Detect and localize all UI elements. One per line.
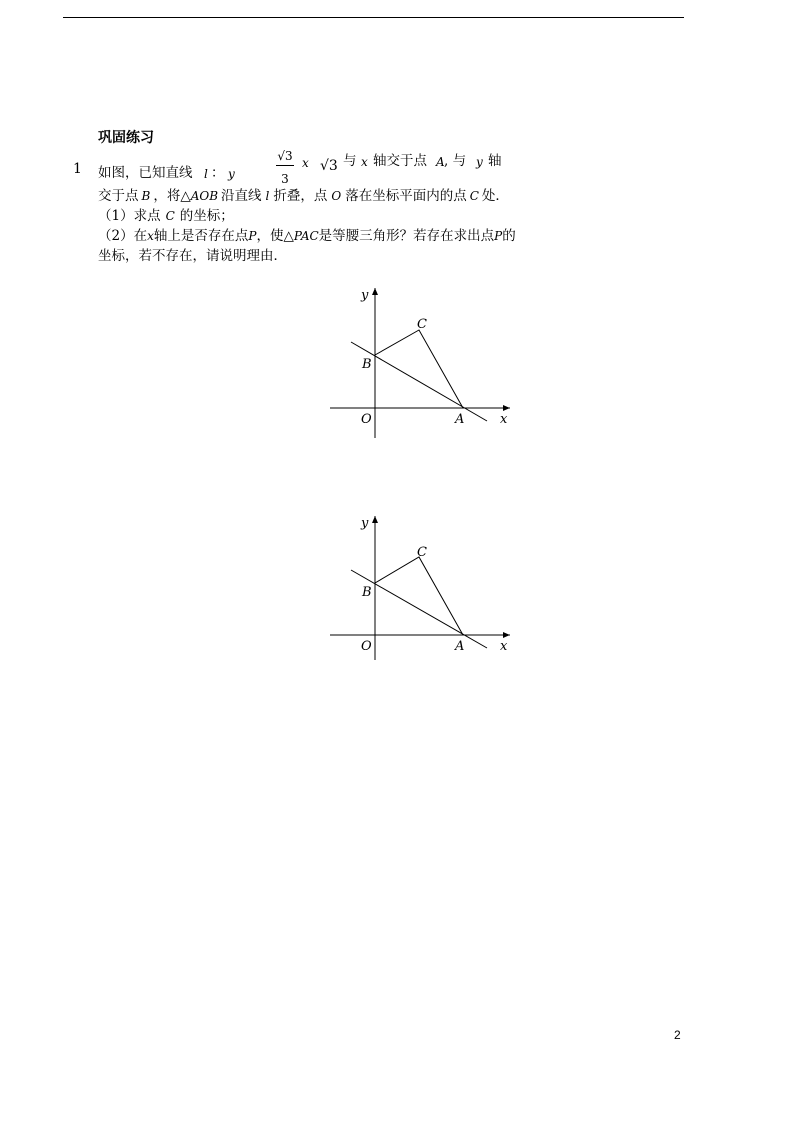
part-2-line-2: 坐标，若不存在，请说明理由．	[98, 248, 287, 264]
fold-segments-bc-ca	[375, 330, 463, 408]
fraction-denominator: 3	[281, 172, 289, 186]
label-b: B	[362, 585, 372, 600]
label-y: y	[361, 288, 369, 303]
colon: ：	[211, 165, 225, 181]
label-o: O	[361, 412, 372, 427]
part2-x: x	[147, 229, 154, 243]
part1-point-c: C	[165, 209, 175, 223]
line2-part-1: 交于点	[98, 188, 139, 204]
part-2	[98, 226, 516, 246]
line-l	[351, 342, 487, 421]
label-c: C	[417, 317, 427, 332]
header-rule	[63, 17, 684, 18]
part2-text-4: 是等腰三角形？若存在求出点	[318, 228, 495, 244]
part2-point-p2: P	[494, 229, 503, 243]
line2-part-6: 处．	[481, 188, 509, 204]
line2-point-b: B	[141, 189, 151, 203]
part1-text-2: 的坐标；	[179, 208, 234, 224]
label-x: x	[500, 412, 508, 427]
fold-segments-bc-ca	[375, 557, 463, 635]
label-a: A	[455, 412, 465, 427]
part2-triangle-pac: PAC	[293, 229, 319, 243]
label-b: B	[362, 357, 372, 372]
point-a: A	[436, 155, 445, 169]
label-o: O	[361, 639, 372, 654]
line2-part-5: 落在坐标平面内的点	[345, 188, 467, 204]
part2-text-3: ，使△	[256, 228, 294, 244]
axis-text-3: 轴	[488, 153, 502, 169]
coordinate-figure-2	[325, 508, 520, 668]
part2-text-2: 轴上是否存在点	[153, 228, 249, 244]
label-y: y	[361, 516, 369, 531]
x-axis-variable: x	[361, 155, 368, 169]
part-1	[98, 206, 234, 226]
question-number: 1	[73, 161, 82, 177]
axis-text-1: 轴交于点	[373, 153, 427, 169]
line2-point-o: O	[331, 189, 342, 203]
fraction-bar	[276, 165, 294, 166]
coordinate-figure-1	[325, 280, 520, 445]
y-variable: y	[228, 167, 235, 181]
section-title: 巩固练习	[98, 130, 154, 146]
line2-part-4: 折叠，点	[273, 188, 328, 204]
fraction-numerator: √3	[277, 149, 293, 163]
axis-text-2: , 与	[444, 153, 467, 169]
line-name: l	[204, 167, 208, 181]
line2-triangle-aob: AOB	[190, 189, 219, 203]
part1-text-1: （1）求点	[98, 208, 161, 224]
line2-point-c: C	[469, 189, 479, 203]
x-variable: x	[302, 156, 309, 170]
constant-term: √3	[320, 158, 338, 174]
label-c: C	[417, 545, 427, 560]
line2-part-2: ，将△	[153, 188, 191, 204]
label-a: A	[455, 639, 465, 654]
page-number: 2	[674, 1028, 681, 1042]
y-axis-variable: y	[476, 155, 483, 169]
line2-line-l: l	[265, 189, 270, 203]
after-formula-text: 与	[343, 153, 357, 169]
part2-text-1: （2）在	[98, 228, 148, 244]
line-l	[351, 570, 487, 648]
line2-part-3: 沿直线	[221, 188, 262, 204]
part2-point-p: P	[248, 229, 257, 243]
intro-text: 如图，已知直线	[98, 165, 193, 181]
label-x: x	[500, 639, 508, 654]
question-line-2	[98, 186, 509, 206]
part2-text-5: 的	[502, 228, 516, 244]
